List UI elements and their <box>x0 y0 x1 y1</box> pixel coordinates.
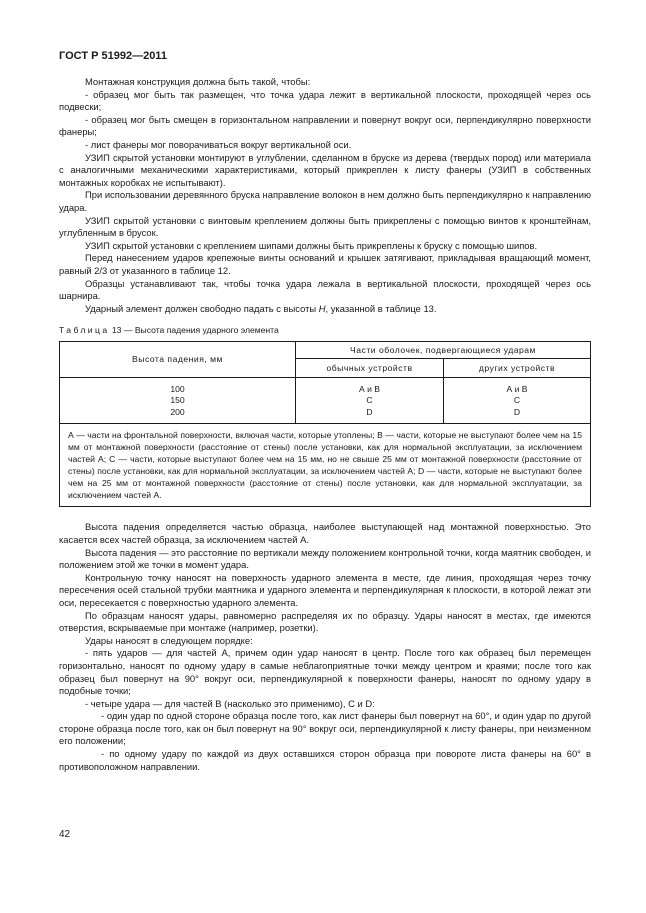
paragraph: - пять ударов — для частей А, причем один удар наносят в центр. После того как образец был перемещен горизонтально, наносят по одному удару в самые неблагоприятные точки между центром и краями; после того как образец был повернут на 90° вокруг оси, перпендикулярной к поверхности фанеры, наносят по одному удару в подобные точки; <box>59 647 591 697</box>
paragraph: - лист фанеры мог поворачиваться вокруг вертикальной оси. <box>85 138 352 150</box>
paragraph: - четыре удара — для частей В (насколько это применимо), С и D: <box>85 697 375 709</box>
table-cell-value: 100 <box>170 383 185 394</box>
table-cell-value: С <box>366 395 373 406</box>
table-caption-text: 13 — Высота падения ударного элемента <box>109 325 279 336</box>
table-cell-value: 150 <box>170 395 185 406</box>
column-header-other: других устройств <box>444 359 591 378</box>
paragraph: Монтажная конструкция должна быть такой, чтобы: <box>85 76 311 87</box>
drop-height-table <box>59 341 591 508</box>
table-caption <box>59 324 591 337</box>
paragraph: По образцам наносят удары, равномерно распределяя их по образцу. Удары наносят в местах, где имеются отверстия, вскрываемые при монтаже (например, розетки). <box>59 609 591 634</box>
table-cell-value: А и В <box>506 383 528 394</box>
other-cell <box>444 377 591 424</box>
column-header-parts: Части оболочек, подвергающиеся ударам <box>296 341 591 358</box>
paragraph: УЗИП скрытой установки монтируют в углублении, сделанном в бруске из дерева (твердых пород) или материала с аналогичными механическими характеристиками, который прикреплен к листу фанеры (УЗИП в собственных монтажных коробках не испытывают). <box>59 151 591 188</box>
table-caption-label: Таблица <box>59 325 110 336</box>
paragraph-text: , указанной в таблице 13. <box>325 302 437 314</box>
paragraph: Контрольную точку наносят на поверхность ударного элемента в месте, где линия, проходящая через точку пересечения осей стальной трубки маятника и ударного элемента и перпендикулярная к плоскости, в которой лежат эти оси, пересекается с поверхностью ударного элемента. <box>59 571 591 608</box>
paragraph: - образец мог быть так размещен, что точка удара лежит в вертикальной плоскости, проходящей через ось подвески; <box>59 88 591 113</box>
table-cell-value: D <box>513 406 521 417</box>
drop-height-symbol: H <box>318 302 326 314</box>
column-header-height: Высота падения, мм <box>60 341 296 377</box>
table-cell-value: 200 <box>170 406 185 417</box>
paragraph: Высота падения определяется частью образца, наиболее выступающей над монтажной поверхностью. Это касается всех частей образца, за исключением частей А. <box>59 521 591 545</box>
paragraph: Удары наносят в следующем порядке: <box>85 634 253 646</box>
paragraph: При использовании деревянного бруска направление волокон в нем должно быть перпендикулярно к направлению удара. <box>59 189 591 213</box>
paragraph: Образцы устанавливают так, чтобы точка удара лежала в вертикальной плоскости, проходящей через ось шарнира. <box>59 277 591 302</box>
table-cell-value: А и В <box>358 383 381 394</box>
table-cell-value: D <box>366 406 373 417</box>
paragraph: - образец мог быть смещен в горизонтальном направлении и повернут вокруг оси, перпендикулярно поверхности фанеры; <box>59 113 591 138</box>
document-header: ГОСТ Р 51992—2011 <box>59 50 167 62</box>
paragraph: УЗИП скрытой установки с винтовым креплением должны быть прикреплены с помощью винтов к кронштейнам, углубленным в брусок. <box>59 214 591 239</box>
paragraph: - один удар по одной стороне образца после того, как лист фанеры был повернут на 60°, и один удар по другой стороне образца после того, как он был повернут на 90° вокруг оси, перпендикулярной к листу фанеры, при неизменном его положении; <box>59 710 591 747</box>
paragraph: Высота падения — это расстояние по вертикали между положением контрольной точки, когда маятник свободен, и положением этой же точки в момент удара. <box>59 546 591 571</box>
paragraph-text: Ударный элемент должен свободно падать с высоты <box>85 302 319 314</box>
paragraph: УЗИП скрытой установки с креплением шипами должны быть прикреплены к бруску с помощью шипов. <box>85 239 538 251</box>
table-note: А — части на фронтальной поверхности, включая части, которые утоплены; В — части, которые не выступают более чем на 15 мм от монтажной поверхности (расстояние от стены) после установки, как для нормальной эксплуатации, за исключением частей А; С — части, которые выступают более чем на 15 мм, но не свыше 25 мм от монтажной поверхности (расстояние от стены) после установки, как для нормальной эксплуатации, за исключением частей А; D — части, которые не выступают более чем на 25 мм от монтажной поверхности (расстояние от стены) после установки, как для нормальной эксплуатации, за исключением частей А. <box>60 424 591 507</box>
paragraph <box>59 303 591 316</box>
paragraph: Перед нанесением ударов крепежные винты оснований и крышек затягивают, прикладывая вращающий момент, равный 2/3 от указанного в таблице 12. <box>59 252 591 276</box>
heights-cell <box>60 377 296 424</box>
page-number: 42 <box>59 829 71 840</box>
paragraph: - по одному удару по каждой из двух оставшихся сторон образца при повороте листа фанеры на 60° в противоположном направлении. <box>59 748 591 772</box>
column-header-ordinary: обычных устройств <box>296 359 444 378</box>
page-content <box>59 76 591 773</box>
table-cell-value: С <box>513 395 521 406</box>
ordinary-cell <box>296 377 444 424</box>
